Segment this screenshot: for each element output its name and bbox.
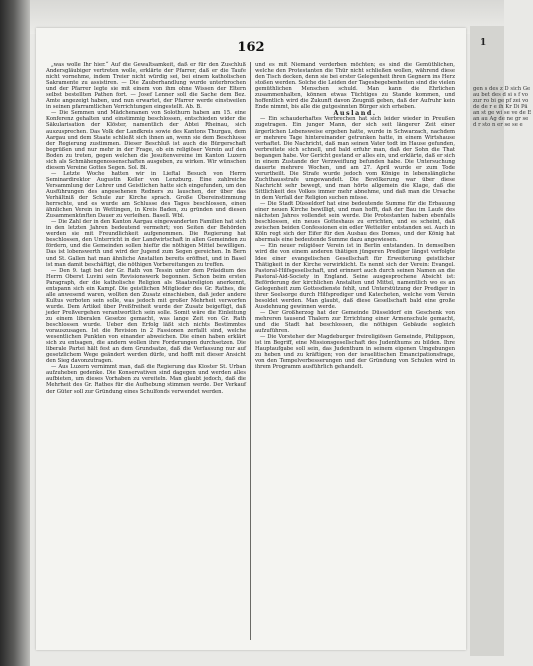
paragraph: — Die Semmen und Mädchenanen von Solothurn haben am 15. eine Konferenz gehalten und einstimmig beschlossen, entschieden wider die Säkularisation der Klöster, namentlich der Abtei Rheinau, sich auszusprechen. Das Volk der Landkreis sowie des Kantons Thurgau, dem Aargau und dem Staate schließt sich ihnen an, wenn sie dem Beschlusse der Regierung zustimmen. Dieser Beschluß ist auch die Bürgerschaft begrüßen und nur mehr in der Frage, ob ein religiöser Verein auf den Boden zu treten, gegen welchen die Jesuitenvereine im Kanton Luzern sich als Schmähengenossenschaften ausgeben, zu wirken. Wir wünschen diesem Vereine Gottes Segen. Sol. Bl. xyxy=(46,110,246,171)
paragraph: — Ein schauderhaftes Verbrechen hat sich leider wieder in Preußen zugetragen. Ein junger Mann, der sich seit längerer Zeit einer ärgerlichen Lebensweise ergeben hatte, wurde in Schwarzach, nachdem er mehrere Tage hintereinander getrunken hatte, in einem Wirtshause verhaftet. Die Nachricht, daß man seinen Vater todt im Hause gefunden, verbreitete sich schnell, und bald erfuhr man, daß der Sohn die That begangen habe. Vor Gericht gestand er alles ein, und erklärte, daß er sich in einem Zustande der Verzweiflung befunden habe. Die Untersuchung dauerte mehrere Wochen, und am 27. April wurde er zum Tode verurtheilt. Die Strafe wurde jedoch vom Könige in lebenslängliche Zuchthausstrafe umgewandelt. Die Bevölkerung war über diese Nachricht sehr bewegt, und man hörte allgemein die Klage, daß die Sittlichkeit des Volkes immer mehr abnehme, und daß man die Ursache in dem Verfall der Religion suchen müsse. xyxy=(255,116,455,202)
column-divider xyxy=(250,62,251,640)
adjacent-page-text: gen s des z D sich Ge au bet des d si s f vo zur ro bi ge pf zei vo de de r e ih Kr Di Pä an st ge wi se ve de E an au Ag de ne gr se d r sto n er se se e xyxy=(473,86,532,129)
paragraph: — Der Großherzog hat der Gemeinde Düsseldorf ein Geschenk von mehreren tausend Thalern zur Errichtung einer Armenschule gemacht, und die Stadt hat beschlossen, die nöthigen Gebäude sogleich aufzuführen. xyxy=(255,309,455,335)
adjacent-page-number: 1 xyxy=(480,38,487,48)
section-heading-ausland: Ausland. xyxy=(333,109,377,118)
paragraph: — Aus Luzern vernimmt man, daß die Regierung das Kloster St. Urban aufzuheben gedenke. Die Konservativen sind dagegen und werden alles aufbieten, um dieses Vorhaben zu vereiteln. Man glaubt jedoch, daß die Mehrheit des Gr. Rathes für die Aufhebung stimmen werde. Der Verkauf der Güter soll zur Gründung eines Schulfonds verwendet werden. xyxy=(46,364,246,395)
paragraph: — Die Vorsteher der Magdeburger freireligiösen Gemeinde, Philippson, ist im Begriff, eine Missionsgesellschaft des Judenthums zu bilden. Ihre Hauptaufgabe soll sein, das Judenthum in seinem eigenen Umgebungen zu heben und zu kräftigen; von der israelitischen Emancipationsfrage, von den Tempelverbesserungen und der Gründung von Schulen wird in ihrem Programm ausführlich gehandelt. xyxy=(255,334,455,371)
paragraph: — Ein neuer religiöser Verein ist in Berlin entstanden. In demselben wird die von einem anderen thätigen jüngeren Prediger längst verfolgte Idee einer evangelischen Gesellschaft für Erweiterung geistlicher Thätigkeit in der Kirche verwirklicht. Es nennt sich der Verein: Evangel. Pastoral-Hilfsgesellschaft, und erinnert auch durch seinen Namen an die Pastoral-Aid-Society in England. Seine ausgesprochene Absicht ist: Beförderung der kirchlichen Anstalten und Mittel, namentlich wo es an Gelegenheit zum Gottesdienste fehlt, und Unterstützung der Prediger in ihrer Seelsorge durch Hilfsprediger und Katecheten, welche vom Verein besoldet werden. Man glaubt, daß diese Gesellschaft bald eine große Ausdehnung gewinnen werde. xyxy=(255,243,455,310)
left-column xyxy=(46,62,246,642)
book-binding-shadow xyxy=(0,0,30,666)
paragraph: — Letzte Woche hatten wir in Lieftal Besuch von Herrn Seminardirektor Augustin Keller von Lenzburg. Eine zahlreiche Versammlung der Lehrer und Geistlichen hatte sich eingefunden, um den Ausführungen des angesehenen Redners zu lauschen, der über das Verhältniß der Schule zur Kirche sprach. Große Übereinstimmung herrschte, und es wurde am Schlusse des Tages beschlossen, einen ähnlichen Verein in Wettingen, in Kreis Baden, zu gründen und diesen Zusammenkünften Dauer zu verleihen. Basell. Wbl. xyxy=(46,170,246,220)
paragraph: „was wolle Ihr hier.“ Auf die Gewaltsamkeit, daß er für den Zuschluß Andersgläubiger vertreten wolle, erklärte der Pfarrer, daß er die Taufe nicht vornehme, indem Treier nicht würdig sei, bei einem katholischen Sakramente zu assistiren. — Die Zauberhandlung wurde unterbrochen und der Pfarrer legte sie mit einem von ihm ohne Wissen der Eltern selbst bestellten Pathen fort. — Josef Lenner soll die Sache dem Bez. Amte angezeigt haben, und nun erwartet, der Pfarrer werde einstweilen in seinen pfarramtlichen Verrichtungen eingestellt. Ab. B. xyxy=(46,62,246,111)
page-number: 162 xyxy=(237,40,265,55)
adjacent-page-edge xyxy=(470,26,532,656)
newspaper-page xyxy=(36,28,466,650)
right-column xyxy=(255,62,455,642)
paragraph: — Die Zahl der in den Kanton Aargau eingewanderten Familien hat sich in den letzten Jahren bedeutend vermehrt; von Seiten der Behörden werden sie mit Freundlichkeit aufgenommen. Die Regierung hat beschlossen, den Unterricht in der Landwirtschaft in allen Gemeinden zu fördern, und die Gemeinden sollen hiefür die nöthigen Mittel bewilligen. Das ist lobenswerth und wird der Jugend zum Segen gereichen. In Bern und St. Gallen hat man ähnliche Anstalten bereits eröffnet, und in Basel ist man damit beschäftigt, die nöthigen Vorbereitungen zu treffen. xyxy=(46,219,246,268)
paragraph: — Den 9. tagt bei der Gr. Rath von Tessin unter dem Präsidium des Herrn Oberst Luvini sein Revisionswerk begonnen. Schon beim ersten Paragraph, der die katholische Religion als Staatsreligion anerkennt, entspann sich ein Kampf. Die geistlichen Mitglieder des Gr. Rathes, die alle anwesend waren, wollten den Zusatz einschieben, daß jeder andere Kultus verboten sein solle, was jedoch mit großer Mehrheit verworfen wurde. Dem Artikel über Preßfreiheit wurde der Zusatz beigefügt, daß jeder Preßvergehen verantwortlich sein solle. Somit wäre die Einleitung zu einem liberalen Gesetze gemacht, was lange Zeit von Gr. Rath beschlossen wurde. Ueber den Erfolg läßt sich nichts Bestimmtes vorauszusagen. Ist die Revision in 2 Fassionen zerfallt sind, welche wesentlichen Punkten von einander abweichen. Die einen haben erklärt sich zu entsagen, die andern wollen ihre Forderungen durchsetzen. Die liberale Partei hält fest an dem Grundsatze, daß die Verfassung nur auf gesetzlichem Wege geändert werden dürfe, und hofft mit dieser Ansicht den Sieg davonzutragen. xyxy=(46,267,246,365)
paragraph: — Die Stadt Düsseldorf hat eine bedeutende Summe für die Erbauung einer neuen Kirche bewilligt, und man hofft, daß der Bau im Laufe des nächsten Jahres vollendet sein werde. Die Protestanten haben ebenfalls beschlossen, ein neues Gotteshaus zu errichten, und es scheint, daß zwischen beiden Confessionen ein edler Wetteifer entstanden sei. Auch in Köln regt sich der Eifer für den Ausbau des Domes, und der König hat abermals eine bedeutende Summe dazu angewiesen. xyxy=(255,201,455,244)
paragraph: und es mit Niemand verderben möchten; es sind die Gemüthlichen, welche den Protestanten die Thür nicht schließen wollen, während diese den Tisch decken, denn sie bei erster Gelegenheit ihren Gegnern ins Herz stoßen werden. Solche die Leiden der Tagesbegebenheiten sind die vielen gemüthlichen Menschen schuld. Man kann die Ehrlichen zusammenhalten, können etwas Tüchtiges zu Stande kommen, und hoffentlich wird die Zukunft davon Zeugniß geben, daß der Aufruhr kein Ende nimmt, bis alle die gutgesinnten Bürger sich erheben. xyxy=(255,62,455,111)
